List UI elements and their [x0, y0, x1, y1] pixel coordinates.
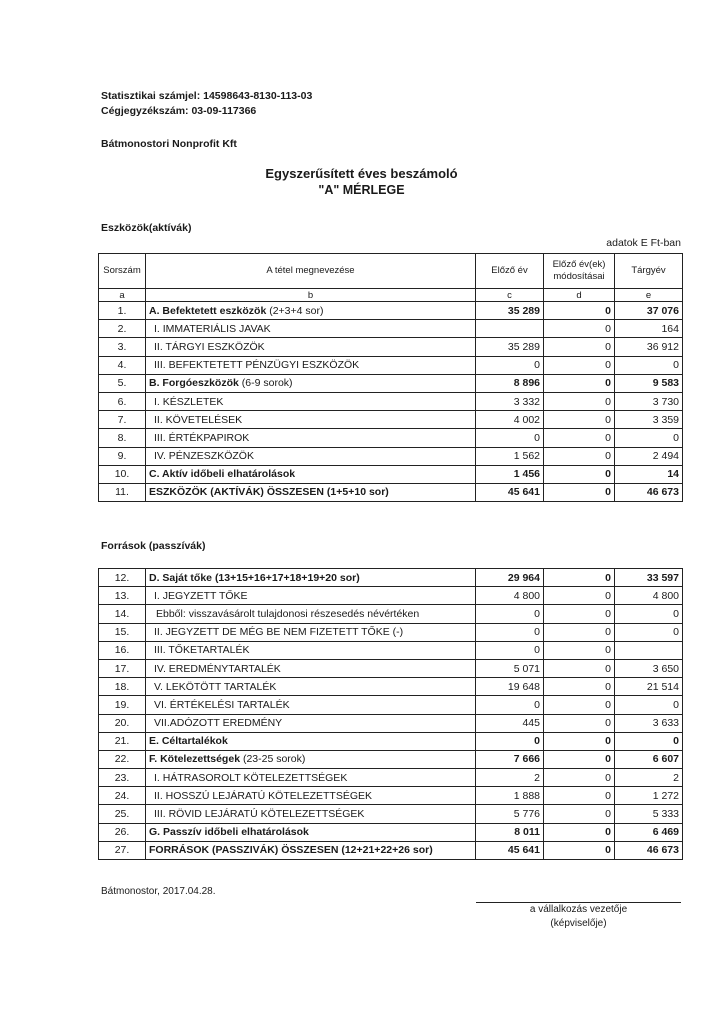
table-row	[99, 696, 683, 714]
value-modification: 0	[544, 429, 615, 447]
table-row	[99, 569, 683, 587]
value-current-year: 6 607	[615, 750, 683, 768]
value-current-year: 2	[615, 769, 683, 787]
value-modification: 0	[544, 823, 615, 841]
row-label-text: IV. EREDMÉNYTARTALÉK	[154, 662, 281, 675]
value-prev-year: 7 666	[476, 750, 544, 768]
table-row	[99, 429, 683, 447]
row-number: 25.	[99, 805, 146, 823]
value-current-year: 33 597	[615, 569, 683, 587]
row-label	[146, 823, 476, 841]
table-row	[99, 641, 683, 659]
table-row	[99, 447, 683, 465]
table-row	[99, 769, 683, 787]
value-prev-year: 0	[476, 732, 544, 750]
row-number: 14.	[99, 605, 146, 623]
value-prev-year: 8 011	[476, 823, 544, 841]
value-current-year: 0	[615, 732, 683, 750]
registry-number: Cégjegyzékszám: 03-09-117366	[101, 105, 257, 117]
row-label-text: E. Céltartalékok	[149, 735, 228, 748]
column-header-name: A tétel megnevezése	[146, 254, 476, 289]
table-row	[99, 338, 683, 356]
value-modification: 0	[544, 750, 615, 768]
row-label-text: I. JEGYZETT TŐKE	[154, 589, 248, 602]
value-prev-year: 0	[476, 623, 544, 641]
value-current-year: 0	[615, 605, 683, 623]
value-prev-year: 0	[476, 605, 544, 623]
row-label-note: (23-25 sorok)	[240, 753, 306, 766]
value-current-year: 21 514	[615, 678, 683, 696]
value-modification: 0	[544, 374, 615, 392]
value-modification: 0	[544, 411, 615, 429]
column-header-curr: Tárgyév	[615, 254, 683, 289]
row-label-text: II. KÖVETELÉSEK	[154, 413, 243, 426]
table-row	[99, 805, 683, 823]
value-current-year: 4 800	[615, 587, 683, 605]
row-number: 7.	[99, 411, 146, 429]
value-prev-year: 29 964	[476, 569, 544, 587]
row-label-text: VI. ÉRTÉKELÉSI TARTALÉK	[154, 698, 290, 711]
value-prev-year: 35 289	[476, 302, 544, 320]
table-row	[99, 714, 683, 732]
value-prev-year: 2	[476, 769, 544, 787]
value-prev-year: 4 800	[476, 587, 544, 605]
value-modification: 0	[544, 805, 615, 823]
company-name: Bátmonostori Nonprofit Kft	[101, 138, 237, 150]
table-row	[99, 465, 683, 483]
assets-section-label: Eszközök(aktívák)	[101, 222, 192, 234]
value-modification: 0	[544, 569, 615, 587]
row-label	[146, 447, 476, 465]
row-number: 3.	[99, 338, 146, 356]
value-modification: 0	[544, 392, 615, 410]
value-prev-year: 35 289	[476, 338, 544, 356]
value-prev-year: 8 896	[476, 374, 544, 392]
value-modification: 0	[544, 605, 615, 623]
column-letter: d	[544, 289, 615, 302]
row-number: 24.	[99, 787, 146, 805]
row-label	[146, 787, 476, 805]
row-label-text: I. KÉSZLETEK	[154, 395, 224, 408]
table-row	[99, 623, 683, 641]
value-modification: 0	[544, 338, 615, 356]
row-label	[146, 465, 476, 483]
row-number: 10.	[99, 465, 146, 483]
value-modification: 0	[544, 483, 615, 501]
value-current-year: 9 583	[615, 374, 683, 392]
row-label	[146, 678, 476, 696]
row-number: 17.	[99, 659, 146, 677]
column-letter: e	[615, 289, 683, 302]
column-header-index: Sorszám	[99, 254, 146, 289]
table-row	[99, 750, 683, 768]
row-label	[146, 623, 476, 641]
row-label-text: IV. PÉNZESZKÖZÖK	[154, 450, 254, 463]
row-label	[146, 769, 476, 787]
report-title: Egyszerűsített éves beszámoló	[265, 166, 458, 181]
statistical-number: Statisztikai számjel: 14598643-8130-113-03	[101, 90, 313, 102]
row-number: 13.	[99, 587, 146, 605]
value-current-year: 46 673	[615, 483, 683, 501]
column-letter: b	[146, 289, 476, 302]
value-current-year: 0	[615, 356, 683, 374]
value-current-year: 2 494	[615, 447, 683, 465]
row-label-text: V. LEKÖTÖTT TARTALÉK	[154, 680, 277, 693]
table-row	[99, 392, 683, 410]
value-current-year: 6 469	[615, 823, 683, 841]
value-prev-year: 1 888	[476, 787, 544, 805]
value-modification: 0	[544, 465, 615, 483]
assets-table	[98, 253, 683, 502]
value-prev-year: 19 648	[476, 678, 544, 696]
signature-line	[476, 902, 681, 903]
row-number: 21.	[99, 732, 146, 750]
table-row	[99, 787, 683, 805]
row-label-text: I. HÁTRASOROLT KÖTELEZETTSÉGEK	[154, 771, 348, 784]
row-label	[146, 641, 476, 659]
row-number: 20.	[99, 714, 146, 732]
table-row	[99, 841, 683, 859]
row-number: 15.	[99, 623, 146, 641]
value-prev-year: 5 071	[476, 659, 544, 677]
row-label	[146, 569, 476, 587]
value-modification: 0	[544, 769, 615, 787]
value-current-year: 3 730	[615, 392, 683, 410]
value-current-year: 1 272	[615, 787, 683, 805]
row-label-text: III. RÖVID LEJÁRATÚ KÖTELEZETTSÉGEK	[154, 808, 365, 821]
row-number: 23.	[99, 769, 146, 787]
row-label-note: (6-9 sorok)	[238, 377, 293, 390]
row-label	[146, 411, 476, 429]
row-number: 6.	[99, 392, 146, 410]
value-prev-year: 1 562	[476, 447, 544, 465]
column-letter: a	[99, 289, 146, 302]
signature-caption: a vállalkozás vezetője	[529, 904, 628, 915]
row-label-text: D. Saját tőke (13+15+16+17+18+19+20 sor)	[149, 571, 360, 584]
row-number: 5.	[99, 374, 146, 392]
row-label-text: III. BEFEKTETETT PÉNZÜGYI ESZKÖZÖK	[154, 359, 360, 372]
table-row	[99, 320, 683, 338]
row-label-text: F. Kötelezettségek	[149, 753, 241, 766]
row-label-text: G. Passzív időbeli elhatárolások	[149, 826, 309, 839]
row-number: 16.	[99, 641, 146, 659]
row-label-text: Ebből: visszavásárolt tulajdonosi részesedés névértéken	[156, 607, 420, 620]
row-number: 1.	[99, 302, 146, 320]
value-current-year: 0	[615, 429, 683, 447]
row-number: 9.	[99, 447, 146, 465]
row-label-text: C. Aktív időbeli elhatárolások	[149, 468, 296, 481]
value-prev-year: 0	[476, 429, 544, 447]
value-modification: 0	[544, 587, 615, 605]
row-label-text: I. IMMATERIÁLIS JAVAK	[154, 322, 271, 335]
place-and-date: Bátmonostor, 2017.04.28.	[101, 886, 216, 897]
column-letter-row	[99, 289, 683, 302]
row-label	[146, 302, 476, 320]
liabilities-table	[98, 568, 683, 860]
row-label	[146, 605, 476, 623]
value-current-year: 46 673	[615, 841, 683, 859]
row-label-text: FORRÁSOK (PASSZIVÁK) ÖSSZESEN (12+21+22+26 sor)	[149, 844, 433, 857]
row-label	[146, 483, 476, 501]
value-modification: 0	[544, 659, 615, 677]
row-label-text: ESZKÖZÖK (AKTÍVÁK) ÖSSZESEN (1+5+10 sor)	[149, 486, 389, 499]
value-modification: 0	[544, 320, 615, 338]
row-label	[146, 320, 476, 338]
row-label-text: III. TŐKETARTALÉK	[154, 644, 250, 657]
row-number: 4.	[99, 356, 146, 374]
value-current-year: 14	[615, 465, 683, 483]
row-label-text: B. Forgóeszközök	[149, 377, 239, 390]
value-prev-year: 1 456	[476, 465, 544, 483]
value-current-year	[615, 641, 683, 659]
row-label	[146, 338, 476, 356]
row-label	[146, 659, 476, 677]
value-modification: 0	[544, 356, 615, 374]
report-subtitle: "A" MÉRLEGE	[318, 183, 405, 197]
value-prev-year	[476, 320, 544, 338]
value-prev-year: 3 332	[476, 392, 544, 410]
value-current-year: 37 076	[615, 302, 683, 320]
table-row	[99, 356, 683, 374]
value-prev-year: 45 641	[476, 483, 544, 501]
row-label	[146, 732, 476, 750]
value-current-year: 0	[615, 623, 683, 641]
row-number: 18.	[99, 678, 146, 696]
row-number: 26.	[99, 823, 146, 841]
value-current-year: 164	[615, 320, 683, 338]
row-number: 8.	[99, 429, 146, 447]
value-current-year: 36 912	[615, 338, 683, 356]
value-current-year: 3 359	[615, 411, 683, 429]
value-current-year: 0	[615, 696, 683, 714]
value-prev-year: 45 641	[476, 841, 544, 859]
row-label	[146, 374, 476, 392]
row-number: 12.	[99, 569, 146, 587]
value-modification: 0	[544, 714, 615, 732]
row-label-text: A. Befektetett eszközök	[149, 304, 267, 317]
row-label	[146, 429, 476, 447]
table-row	[99, 374, 683, 392]
value-prev-year: 0	[476, 696, 544, 714]
table-row	[99, 411, 683, 429]
row-label-text: III. ÉRTÉKPAPIROK	[154, 431, 250, 444]
value-modification: 0	[544, 696, 615, 714]
value-modification: 0	[544, 302, 615, 320]
unit-label: adatok E Ft-ban	[606, 237, 681, 249]
value-prev-year: 0	[476, 641, 544, 659]
value-modification: 0	[544, 787, 615, 805]
row-label-text: II. HOSSZÚ LEJÁRATÚ KÖTELEZETTSÉGEK	[154, 789, 373, 802]
row-number: 19.	[99, 696, 146, 714]
table-row	[99, 302, 683, 320]
value-modification: 0	[544, 447, 615, 465]
row-label	[146, 714, 476, 732]
row-number: 27.	[99, 841, 146, 859]
table-row	[99, 732, 683, 750]
value-prev-year: 0	[476, 356, 544, 374]
row-label	[146, 805, 476, 823]
row-label	[146, 356, 476, 374]
row-label	[146, 750, 476, 768]
table-row	[99, 659, 683, 677]
row-number: 11.	[99, 483, 146, 501]
signature-caption-sub: (képviselője)	[550, 918, 607, 929]
row-number: 2.	[99, 320, 146, 338]
table-row	[99, 823, 683, 841]
table-header-row	[99, 254, 683, 289]
row-label	[146, 587, 476, 605]
row-label-text: VII.ADÓZOTT EREDMÉNY	[154, 717, 283, 730]
table-row	[99, 587, 683, 605]
value-current-year: 5 333	[615, 805, 683, 823]
row-number: 22.	[99, 750, 146, 768]
liabilities-section-label: Források (passzívák)	[101, 540, 206, 552]
table-row	[99, 605, 683, 623]
value-modification: 0	[544, 678, 615, 696]
value-current-year: 3 650	[615, 659, 683, 677]
row-label	[146, 696, 476, 714]
row-label	[146, 392, 476, 410]
column-letter: c	[476, 289, 544, 302]
column-header-mod: Előző év(ek) módosításai	[544, 254, 615, 289]
row-label-text: II. TÁRGYI ESZKÖZÖK	[154, 340, 265, 353]
row-label-note: (2+3+4 sor)	[266, 304, 324, 317]
value-modification: 0	[544, 641, 615, 659]
value-prev-year: 445	[476, 714, 544, 732]
column-header-prev: Előző év	[476, 254, 544, 289]
value-modification: 0	[544, 841, 615, 859]
value-modification: 0	[544, 623, 615, 641]
table-row	[99, 678, 683, 696]
value-current-year: 3 633	[615, 714, 683, 732]
row-label-text: II. JEGYZETT DE MÉG BE NEM FIZETETT TŐKE (-)	[154, 626, 404, 639]
table-row	[99, 483, 683, 501]
value-prev-year: 5 776	[476, 805, 544, 823]
value-prev-year: 4 002	[476, 411, 544, 429]
row-label	[146, 841, 476, 859]
value-modification: 0	[544, 732, 615, 750]
